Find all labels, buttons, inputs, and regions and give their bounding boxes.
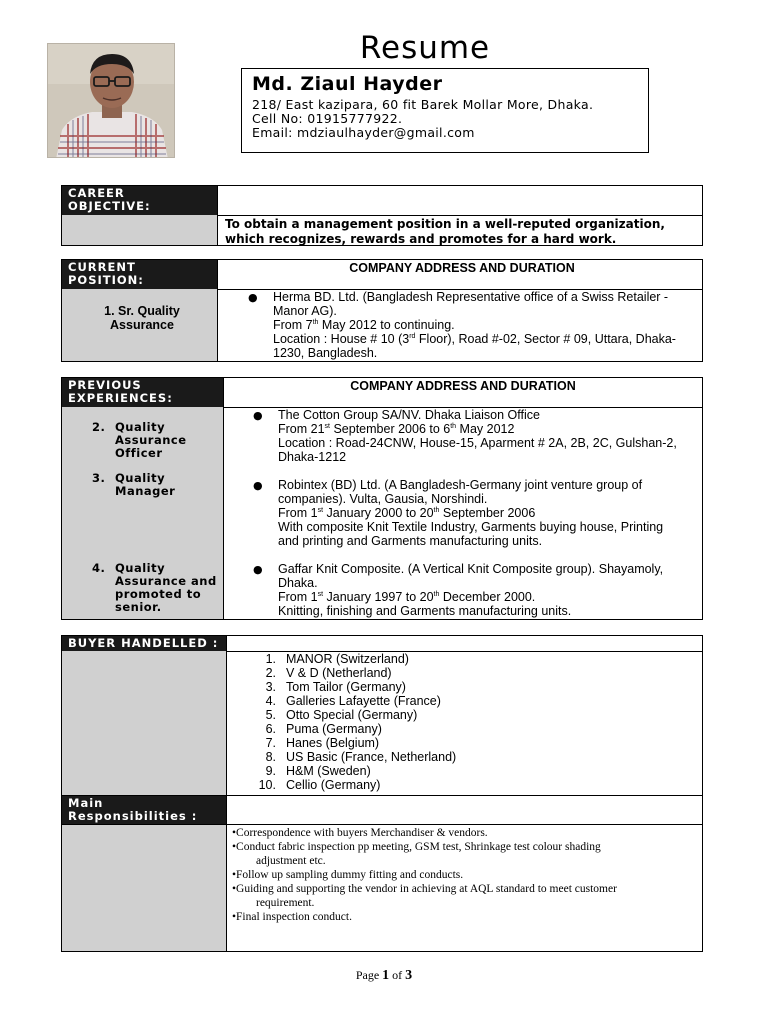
title-line: senior. <box>115 600 162 614</box>
text-part: From 21 <box>278 422 325 436</box>
item-number: 3. <box>265 680 276 694</box>
page-footer <box>0 968 768 984</box>
list-item: •Final inspection conduct. <box>232 911 352 923</box>
label-line: POSITION: <box>68 273 144 287</box>
current-position-label <box>62 260 218 289</box>
item-number: 5. <box>265 708 276 722</box>
item-text: Otto Special (Germany) <box>286 708 418 722</box>
text-part: May 2012 to continuing. <box>318 318 455 332</box>
superscript: th <box>450 422 457 430</box>
superscript: st <box>317 506 324 514</box>
title-line: Officer <box>115 446 163 460</box>
text-part: From 1 <box>278 590 318 604</box>
label-line: Main <box>68 796 104 810</box>
list-item: •Conduct fabric inspection pp meeting, GSM test, Shrinkage test colour shading <box>232 841 601 853</box>
detail-line: With composite Knit Textile Industry, Garments buying house, Printing <box>278 520 664 534</box>
list-item <box>252 652 692 666</box>
detail-line <box>278 590 698 604</box>
cell-number: Cell No: 01915777922. <box>252 111 403 126</box>
text-part: January 2000 to 20 <box>323 506 434 520</box>
superscript: th <box>433 590 440 598</box>
job-details <box>278 408 698 464</box>
title-line: Assurance <box>115 433 187 447</box>
label-line: CAREER <box>68 186 125 200</box>
previous-experiences-label <box>62 378 224 407</box>
list-item: •Guiding and supporting the vendor in achieving at AQL standard to meet customer <box>232 883 617 895</box>
title-line: Assurance and <box>115 574 217 588</box>
list-item: requirement. <box>256 897 315 909</box>
superscript: th <box>433 506 440 514</box>
job-number: 2. <box>92 420 106 434</box>
page-total: 3 <box>405 968 413 983</box>
detail-line: Dhaka-1212 <box>278 450 347 464</box>
profile-photo <box>47 43 175 158</box>
objective-line: To obtain a management position in a well-reputed organization, <box>225 217 665 231</box>
page-title: Resume <box>359 30 491 66</box>
address: 218/ East kazipara, 60 fit Barek Mollar More, Dhaka. <box>252 97 594 112</box>
list-item <box>252 666 692 680</box>
superscript: th <box>312 318 319 326</box>
item-text: Puma (Germany) <box>286 722 382 736</box>
list-item: •Follow up sampling dummy fitting and conducts. <box>232 869 464 881</box>
text-part: January 1997 to 20 <box>323 590 434 604</box>
detail-line: 1230, Bangladesh. <box>273 346 378 360</box>
detail-line: Gaffar Knit Composite. (A Vertical Knit Composite group). Shayamoly, <box>278 562 664 576</box>
list-item <box>252 750 692 764</box>
title-line: Quality <box>115 561 166 575</box>
text-part: From 1 <box>278 506 318 520</box>
title-line: Quality <box>115 420 166 434</box>
detail-line: Dhaka. <box>278 576 318 590</box>
item-text: Cellio (Germany) <box>286 778 381 792</box>
item-number: 7. <box>265 736 276 750</box>
label-line: EXPERIENCES: <box>68 391 173 405</box>
buyers-responsibilities-section <box>61 635 703 952</box>
job-number: 4. <box>92 561 106 575</box>
detail-line: The Cotton Group SA/NV. Dhaka Liaison Office <box>278 408 540 422</box>
title-line: Assurance <box>110 318 174 332</box>
superscript: st <box>317 590 324 598</box>
detail-line: companies). Vulta, Gausia, Norshindi. <box>278 492 488 506</box>
item-number: 1. <box>265 652 276 666</box>
list-item <box>252 764 692 778</box>
superscript: st <box>324 422 330 430</box>
bullet-icon: ● <box>253 563 263 576</box>
superscript: rd <box>409 332 416 340</box>
title-line: promoted to <box>115 587 202 601</box>
detail-line <box>278 506 698 520</box>
detail-line: Location : Road-24CNW, House-15, Aparment # 2A, 2B, 2C, Gulshan-2, <box>278 436 677 450</box>
contact-box <box>241 68 649 153</box>
career-objective-label <box>62 186 218 215</box>
item-text: Tom Tailor (Germany) <box>286 680 406 694</box>
detail-line: and printing and Garments manufacturing units. <box>278 534 543 548</box>
detail-line: Robintex (BD) Ltd. (A Bangladesh-Germany joint venture group of <box>278 478 643 492</box>
footer-text: of <box>392 968 403 982</box>
main-responsibilities-label <box>62 796 226 824</box>
text-part: September 2006 <box>439 506 536 520</box>
current-company-details <box>273 290 698 360</box>
company-address-caption: COMPANY ADDRESS AND DURATION <box>349 261 575 275</box>
detail-line: Knitting, finishing and Garments manufacturing units. <box>278 604 572 618</box>
job-title <box>115 472 175 498</box>
item-text: V & D (Netherland) <box>286 666 392 680</box>
list-item: adjustment etc. <box>256 855 326 867</box>
item-number: 2. <box>265 666 276 680</box>
text-part: December 2000. <box>439 590 536 604</box>
label-line: PREVIOUS <box>68 378 142 392</box>
item-text: Hanes (Belgium) <box>286 736 380 750</box>
career-objective-section <box>61 185 703 246</box>
job-details <box>278 562 698 618</box>
text-part: May 2012 <box>456 422 515 436</box>
text-part: September 2006 to 6 <box>330 422 451 436</box>
page-number: 1 <box>382 968 390 983</box>
title-line: 1. Sr. Quality <box>104 304 180 318</box>
bullet-icon: ● <box>248 291 258 304</box>
list-item <box>252 694 692 708</box>
detail-line: Manor AG). <box>273 304 337 318</box>
detail-line <box>278 422 698 436</box>
buyer-handled-label: BUYER HANDELLED : <box>62 636 226 651</box>
previous-experiences-section <box>61 377 703 620</box>
footer-text: Page <box>355 968 380 982</box>
email: Email: mdziaulhayder@gmail.com <box>252 125 475 140</box>
detail-line: Herma BD. Ltd. (Bangladesh Representative office of a Swiss Retailer - <box>273 290 669 304</box>
detail-line <box>273 318 698 332</box>
list-item <box>252 680 692 694</box>
current-position-section <box>61 259 703 362</box>
item-text: Galleries Lafayette (France) <box>286 694 441 708</box>
label-line: CURRENT <box>68 260 136 274</box>
item-text: MANOR (Switzerland) <box>286 652 409 666</box>
list-item <box>252 722 692 736</box>
job-title <box>115 421 187 460</box>
item-number: 6. <box>265 722 276 736</box>
text-part: Location : House # 10 (3 <box>273 332 410 346</box>
text-part: Floor), Road #-02, Sector # 09, Uttara, Dhaka- <box>415 332 676 346</box>
grey-cell <box>62 651 227 795</box>
title-line: Quality <box>115 471 166 485</box>
responsibility-list <box>232 826 697 924</box>
career-objective-text <box>225 217 697 247</box>
detail-line <box>273 332 698 346</box>
label-line: OBJECTIVE: <box>68 199 151 213</box>
bullet-icon: ● <box>253 479 263 492</box>
item-number: 10. <box>258 778 276 792</box>
list-item <box>252 708 692 722</box>
item-text: H&M (Sweden) <box>286 764 371 778</box>
item-number: 4. <box>265 694 276 708</box>
list-item: •Correspondence with buyers Merchandiser & vendors. <box>232 827 488 839</box>
item-text: US Basic (France, Netherland) <box>286 750 457 764</box>
label-line: Responsibilities : <box>68 809 198 823</box>
applicant-name: Md. Ziaul Hayder <box>252 73 443 95</box>
item-number: 9. <box>265 764 276 778</box>
grey-cell <box>62 825 227 951</box>
job-number: 3. <box>92 471 106 485</box>
bullet-icon: ● <box>253 409 263 422</box>
title-line: Manager <box>115 484 176 498</box>
buyer-list <box>252 652 692 792</box>
list-item <box>252 736 692 750</box>
current-position-title <box>82 304 202 332</box>
item-number: 8. <box>265 750 276 764</box>
list-item <box>252 778 692 792</box>
grey-cell <box>62 215 218 245</box>
job-title <box>115 562 217 614</box>
text-part: From 7 <box>273 318 313 332</box>
objective-line: which recognizes, rewards and promotes for a hard work. <box>225 232 617 246</box>
company-address-caption: COMPANY ADDRESS AND DURATION <box>350 379 576 393</box>
job-details <box>278 478 698 548</box>
